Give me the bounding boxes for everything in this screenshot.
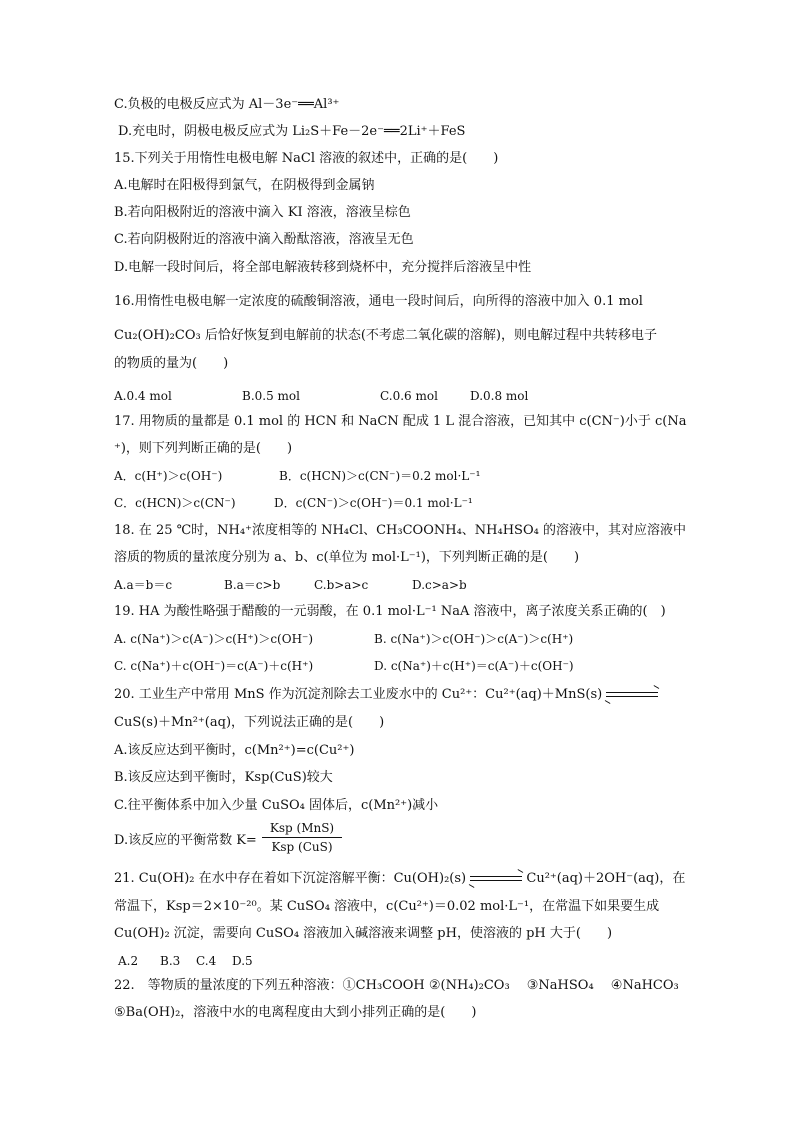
question-20-option-c: C.往平衡体系中加入少量 CuSO₄ 固体后，c(Mn²⁺)减小	[114, 798, 439, 813]
option-a: A．c(H⁺)＞c(OH⁻)	[114, 469, 223, 483]
question-21-options	[118, 952, 698, 970]
question-15-option-d: D.电解一段时间后，将全部电解液转移到烧杯中，充分搅拌后溶液呈中性	[114, 260, 532, 275]
option-b: B. c(Na⁺)＞c(OH⁻)＞c(A⁻)＞c(H⁺)	[374, 632, 574, 646]
question-17-options-row-1	[114, 467, 694, 485]
question-17-stem-line-1: 17. 用物质的量都是 0.1 mol 的 HCN 和 NaCN 配成 1 L 混合溶液，已知其中 c(CN⁻)小于 c(Na	[114, 414, 687, 429]
option-d: D.5	[232, 954, 253, 968]
question-18-stem-line-1: 18. 在 25 ℃时，NH₄⁺浓度相等的 NH₄Cl、CH₃COONH₄、NH₄HSO₄ 的溶液中，其对应溶液中	[114, 523, 686, 538]
option-b: B.0.5 mol	[242, 389, 300, 403]
option-b: B．c(HCN)＞c(CN⁻)＝0.2 mol·L⁻¹	[279, 469, 481, 483]
question-22-stem-line-2: ⑤Ba(OH)₂，溶液中水的电离程度由大到小排列正确的是( )	[114, 1005, 477, 1020]
question-21-stem-line-1	[114, 870, 694, 888]
question-14-option-d: D.充电时，阴极电极反应式为 Li₂S＋Fe－2e⁻══2Li⁺＋FeS	[118, 124, 466, 139]
question-19-options-row-2	[114, 657, 694, 675]
question-15-option-c: C.若向阴极附近的溶液中滴入酚酞溶液，溶液呈无色	[114, 232, 414, 247]
option-a: A.0.4 mol	[114, 389, 172, 403]
option-c: C．c(HCN)＞c(CN⁻)	[114, 496, 236, 510]
question-20-option-d: D.该反应的平衡常数 K=	[114, 833, 257, 848]
option-c: C. c(Na⁺)＋c(OH⁻)＝c(A⁻)＋c(H⁺)	[114, 659, 314, 673]
question-20-option-b: B.该反应达到平衡时，Ksp(CuS)较大	[114, 770, 333, 785]
question-21-equation-right: Cu²⁺(aq)＋2OH⁻(aq)，在	[526, 871, 686, 886]
question-15-option-a: A.电解时在阳极得到氯气，在阴极得到金属钠	[114, 178, 375, 193]
option-c: C.0.6 mol	[380, 389, 438, 403]
equilibrium-arrow-icon	[470, 874, 522, 884]
question-18-stem-line-2: 溶质的物质的量浓度分别为 a、b、c(单位为 mol·L⁻¹)，下列判断正确的是( )	[114, 550, 580, 565]
fraction-numerator: Ksp (MnS)	[269, 821, 335, 835]
question-18-options	[114, 576, 694, 594]
fraction-denominator: Ksp (CuS)	[271, 840, 333, 854]
option-c: C.4	[196, 954, 217, 968]
question-17-stem-line-2: ⁺)，则下列判断正确的是( )	[114, 441, 293, 456]
question-20-equation-left: 20. 工业生产中常用 MnS 作为沉淀剂除去工业废水中的 Cu²⁺：Cu²⁺(aq)＋MnS(s)	[114, 687, 603, 702]
question-15-option-b: B.若向阳极附近的溶液中滴入 KI 溶液，溶液呈棕色	[114, 205, 411, 220]
question-16-options	[114, 387, 694, 405]
question-15-stem: 15.下列关于用惰性电极电解 NaCl 溶液的叙述中，正确的是( )	[114, 151, 499, 166]
question-22-stem-line-1: 22. 等物质的量浓度的下列五种溶液：①CH₃COOH ②(NH₄)₂CO₃ ③NaHSO₄ ④NaHCO₃	[114, 978, 679, 993]
option-c: C.b>a>c	[314, 578, 369, 592]
question-16-stem-line-1: 16.用惰性电极电解一定浓度的硫酸铜溶液，通电一段时间后，向所得的溶液中加入 0.1 mol	[114, 294, 643, 309]
option-d: D．c(CN⁻)＞c(OH⁻)＝0.1 mol·L⁻¹	[274, 496, 473, 510]
question-14-option-c: C.负极的电极反应式为 Al－3e⁻══Al³⁺	[114, 97, 340, 112]
fraction-bar	[262, 837, 342, 838]
option-a: A.2	[118, 954, 139, 968]
question-20-option-a: A.该反应达到平衡时，c(Mn²⁺)=c(Cu²⁺)	[114, 743, 355, 758]
option-b: B.3	[160, 954, 181, 968]
equilibrium-arrow-icon	[606, 690, 658, 700]
question-20-stem-line-1	[114, 686, 694, 704]
question-17-options-row-2	[114, 494, 694, 512]
question-21-stem-line-2: 常温下，Ksp＝2×10⁻²⁰。某 CuSO₄ 溶液中，c(Cu²⁺)＝0.02 mol·L⁻¹，在常温下如果要生成	[114, 899, 660, 914]
question-21-equation-left: 21. Cu(OH)₂ 在水中存在着如下沉淀溶解平衡：Cu(OH)₂(s)	[114, 871, 467, 886]
question-21-stem-line-3: Cu(OH)₂ 沉淀，需要向 CuSO₄ 溶液加入碱溶液来调整 pH，使溶液的 pH 大于( )	[114, 926, 613, 941]
option-d: D. c(Na⁺)＋c(H⁺)＝c(A⁻)＋c(OH⁻)	[374, 659, 574, 673]
equilibrium-constant-fraction	[262, 820, 342, 855]
question-19-stem: 19. HA 为酸性略强于醋酸的一元弱酸，在 0.1 mol·L⁻¹ NaA 溶液中，离子浓度关系正确的( )	[114, 604, 666, 619]
option-a: A.a＝b＝c	[114, 578, 173, 592]
option-b: B.a＝c>b	[224, 578, 281, 592]
question-19-options-row-1	[114, 630, 694, 648]
option-d: D.0.8 mol	[470, 389, 529, 403]
option-a: A. c(Na⁺)＞c(A⁻)＞c(H⁺)＞c(OH⁻)	[114, 632, 314, 646]
question-16-stem-line-2: Cu₂(OH)₂CO₃ 后恰好恢复到电解前的状态(不考虑二氧化碳的溶解)，则电解过程中共转移电子	[114, 328, 657, 343]
question-16-stem-line-3: 的物质的量为( )	[114, 356, 229, 371]
question-20-stem-line-2: CuS(s)＋Mn²⁺(aq)，下列说法正确的是( )	[114, 715, 385, 730]
option-d: D.c>a>b	[412, 578, 467, 592]
